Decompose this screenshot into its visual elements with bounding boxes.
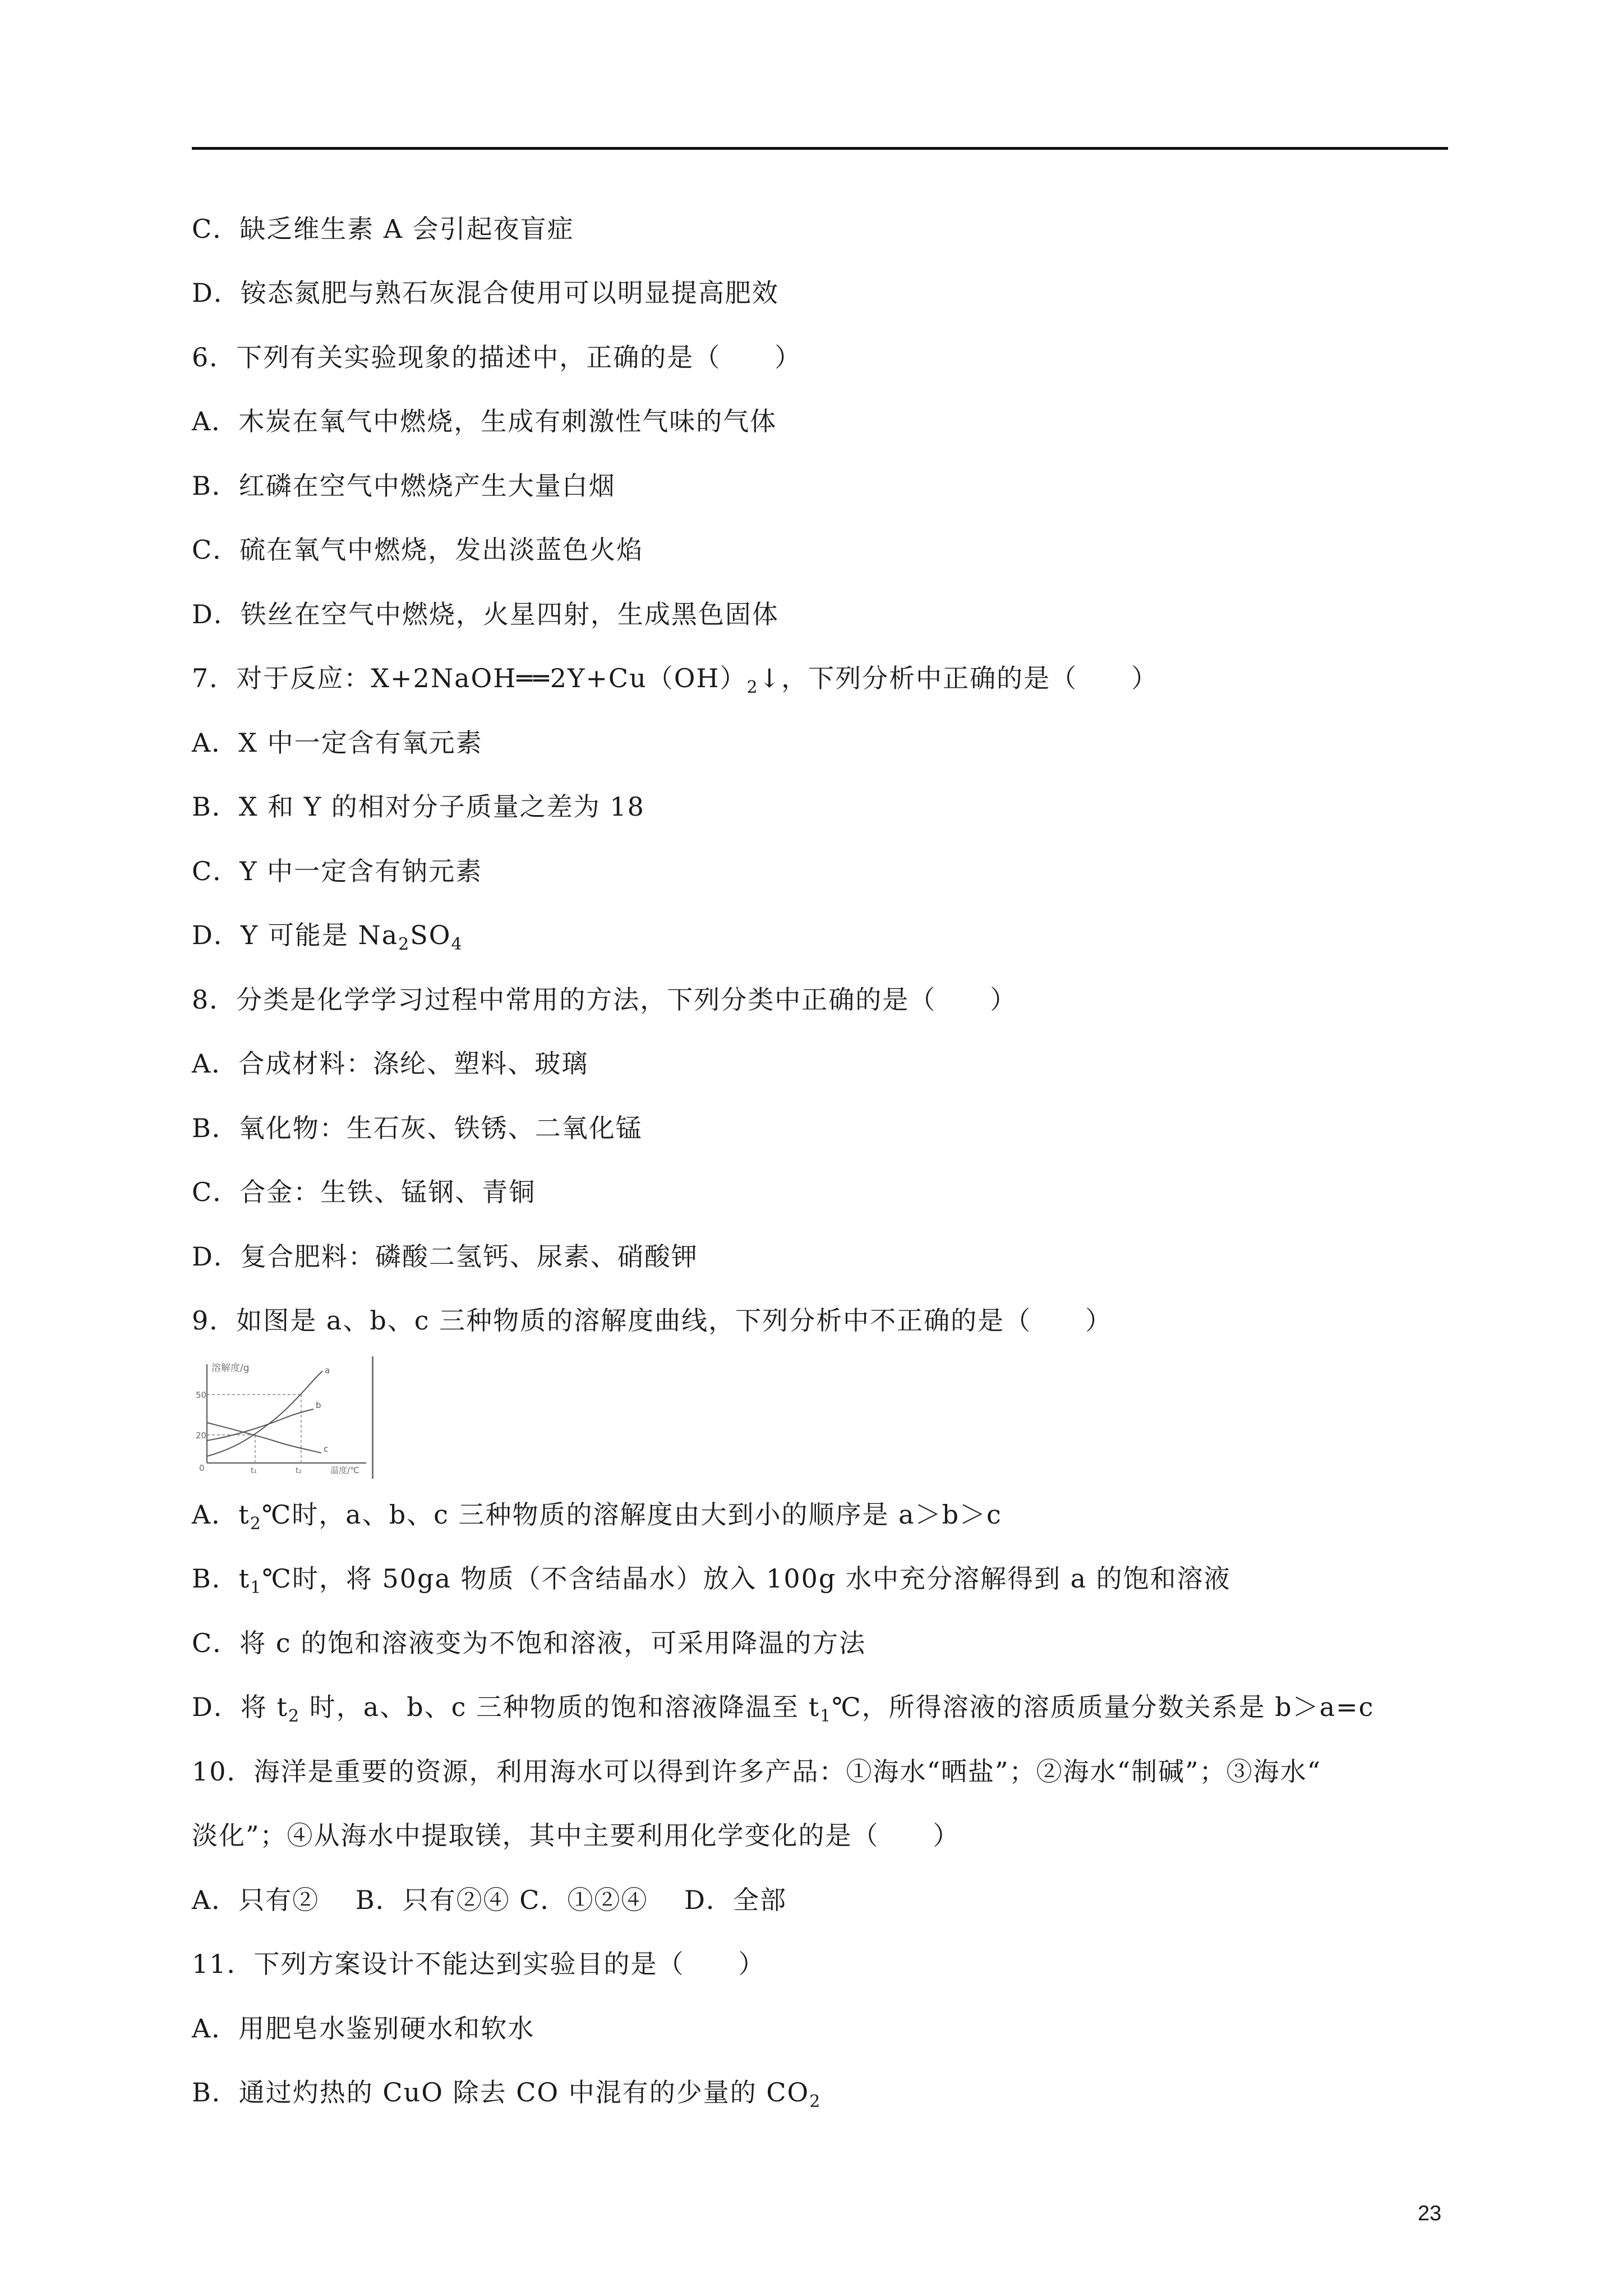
option-8d: D．复合肥料：磷酸二氢钙、尿素、硝酸钾: [192, 1241, 698, 1272]
question-10-line1: 10．海洋是重要的资源，利用海水可以得到许多产品：①海水“晒盐”；②海水“制碱”；③海水“: [192, 1756, 1322, 1787]
option-5c: C．缺乏维生素 A 会引起夜盲症: [192, 214, 574, 244]
option-8c: C．合金：生铁、锰钢、青铜: [192, 1177, 536, 1207]
curve-b: [207, 1409, 313, 1441]
question-8: 8．分类是化学学习过程中常用的方法，下列分类中正确的是（ ）: [192, 984, 1017, 1015]
option-8b: B．氧化物：生石灰、铁锈、二氧化锰: [192, 1113, 643, 1143]
question-7: 7．对于反应：$X+2NaOH══2Y+Cu(OH)_2↓$，下列分析中正确的是（ ）: [192, 663, 1159, 697]
page-number: 23: [1418, 2202, 1442, 2225]
option-7d: D．Y 可能是 $Na_2SO_4$: [192, 920, 463, 954]
header-rule: [192, 147, 1448, 150]
options-10: A．只有② B．只有②④ C．①②④ D．全部: [192, 1885, 787, 1915]
curve-label-c: c: [324, 1444, 329, 1454]
figure-xlabel: 温度/℃: [330, 1465, 359, 1475]
figure-ylabel: 溶解度/g: [211, 1363, 250, 1374]
option-9b: B．$t_1℃$时，将 50ga 物质（不含结晶水）放入 100g 水中充分溶解得到 a 的饱和溶液: [192, 1563, 1231, 1598]
option-11b: B．通过灼热的 CuO 除去 CO 中混有的少量的 $CO_2$: [192, 2077, 822, 2111]
option-9a: A．$t_2℃$时，a、b、c 三种物质的溶解度由大到小的顺序是 a＞b＞c: [192, 1499, 1002, 1534]
option-7a: A．X 中一定含有氧元素: [192, 728, 483, 758]
option-7b: B．X 和 Y 的相对分子质量之差为 18: [192, 792, 645, 822]
question-11: 11．下列方案设计不能达到实验目的是（ ）: [192, 1949, 766, 1979]
curve-label-a: a: [325, 1365, 330, 1375]
question-6: 6．下列有关实验现象的描述中，正确的是（ ）: [192, 342, 802, 372]
option-8a: A．合成材料：涤纶、塑料、玻璃: [192, 1048, 589, 1079]
figure-xtick-t1: t₁: [251, 1466, 257, 1475]
option-11a: A．用肥皂水鉴别硬水和软水: [192, 2013, 535, 2044]
figure-ytick-20: 20: [196, 1430, 207, 1441]
question-10-line2: 淡化”；④从海水中提取镁，其中主要利用化学变化的是（ ）: [192, 1820, 960, 1851]
option-6b: B．红磷在空气中燃烧产生大量白烟: [192, 471, 616, 501]
solubility-curve-figure: [195, 1356, 374, 1479]
figure-origin: 0: [199, 1463, 205, 1473]
figure-xtick-t2: t₂: [296, 1466, 302, 1475]
question-9: 9．如图是 a、b、c 三种物质的溶解度曲线，下列分析中不正确的是（ ）: [192, 1305, 1113, 1336]
option-6a: A．木炭在氧气中燃烧，生成有刺激性气味的气体: [192, 406, 777, 436]
curve-a: [207, 1371, 322, 1456]
option-5d: D．铵态氮肥与熟石灰混合使用可以明显提高肥效: [192, 278, 779, 308]
option-9d: D．将 $t_2$ 时，a、b、c 三种物质的饱和溶液降温至 $t_1℃$，所得溶液的溶质质量分数关系是 b＞a=c: [192, 1692, 1375, 1726]
option-6c: C．硫在氧气中燃烧，发出淡蓝色火焰: [192, 535, 644, 565]
curve-label-b: b: [316, 1400, 321, 1410]
option-9c: C．将 c 的饱和溶液变为不饱和溶液，可采用降温的方法: [192, 1628, 866, 1658]
figure-ytick-50: 50: [196, 1390, 207, 1400]
option-6d: D．铁丝在空气中燃烧，火星四射，生成黑色固体: [192, 599, 779, 629]
option-7c: C．Y 中一定含有钠元素: [192, 856, 483, 886]
